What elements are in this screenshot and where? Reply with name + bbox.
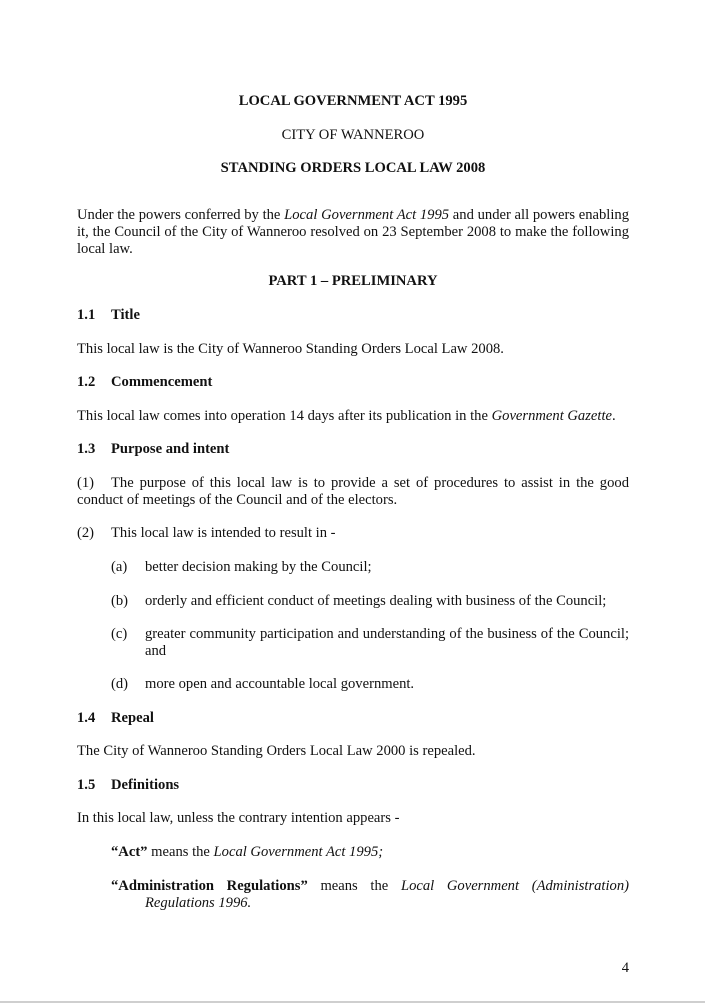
act-title: LOCAL GOVERNMENT ACT 1995: [238, 93, 468, 109]
definition-act: “Act” means the Local Government Act 1995;: [111, 844, 384, 860]
section-text-1-2: This local law comes into operation 14 days after its publication in the Government Gazette.: [77, 408, 616, 424]
list-item: (b) orderly and efficient conduct of meetings dealing with business of the Council;: [111, 593, 607, 609]
list-item: (c) greater community participation and understanding of the business of the Council; and: [111, 626, 629, 659]
section-heading-1-2: 1.2 Commencement: [77, 374, 213, 390]
list-item: (a) better decision making by the Council;: [111, 559, 372, 575]
section-heading-1-5: 1.5 Definitions: [77, 777, 180, 793]
local-law-title: STANDING ORDERS LOCAL LAW 2008: [220, 160, 486, 176]
section-heading-1-3: 1.3 Purpose and intent: [77, 441, 230, 457]
list-item: (d) more open and accountable local government.: [111, 676, 415, 692]
definitions-intro: In this local law, unless the contrary intention appears -: [77, 810, 400, 826]
definition-administration-regulations: “Administration Regulations” means the Local Government (Administration) Regulations 1996.: [111, 878, 629, 911]
section-text-1-4: The City of Wanneroo Standing Orders Local Law 2000 is repealed.: [77, 743, 476, 759]
preamble: Under the powers conferred by the Local Government Act 1995 and under all powers enabling it, the Council of the City of Wanneroo resolved on 23 September 2008 to make the following local law.: [77, 207, 629, 257]
purpose-paragraph-1: (1) The purpose of this local law is to provide a set of procedures to assist in the good conduct of meetings of the Council and of the electors.: [77, 475, 629, 508]
purpose-paragraph-2: (2) This local law is intended to result in -: [77, 525, 336, 541]
section-heading-1-1: 1.1 Title: [77, 307, 140, 323]
part-heading: PART 1 – PRELIMINARY: [268, 273, 438, 289]
city-name: CITY OF WANNEROO: [281, 127, 425, 143]
section-heading-1-4: 1.4 Repeal: [77, 710, 154, 726]
page-number: 4: [621, 960, 629, 976]
section-text-1-1: This local law is the City of Wanneroo Standing Orders Local Law 2008.: [77, 341, 504, 357]
